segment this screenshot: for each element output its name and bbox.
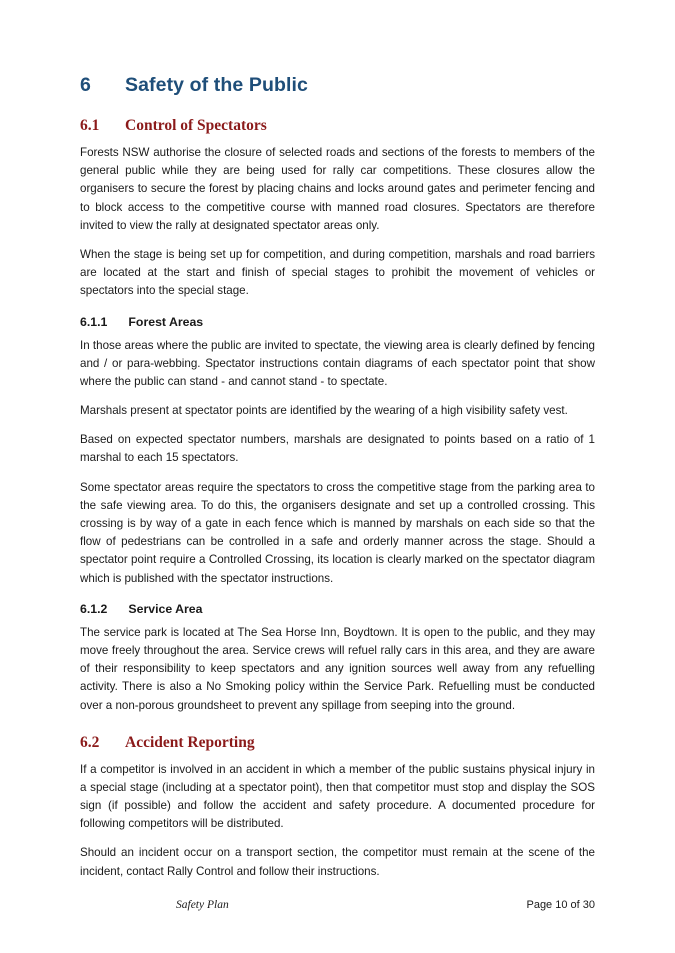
paragraph: Marshals present at spectator points are identified by the wearing of a high visibility safety vest. [80,404,568,418]
section-title: Safety of the Public [125,74,308,96]
paragraph: The service park is located at The Sea Horse Inn, Boydtown. It is open to the public, and they may move freely throughout the area. Service crews will refuel rally cars in this area, and they are aware of their responsibility to keep spectators and any ignition sources well away from any refuelling activity. There is also a No Smoking policy within the Service Park. Refuelling must be conducted over a non-porous groundsheet to prevent any spillage from seeping into the ground. [80,625,595,712]
subsubsection-number: 6.1.1 [80,314,108,329]
subsubsection-heading-6-1-1 [80,315,595,329]
footer-page-number: Page 10 of 30 [526,899,595,911]
subsection-title: Control of Spectators [125,117,267,134]
subsection-number: 6.2 [80,733,100,751]
subsubsection-title: Service Area [128,601,203,616]
subsection-heading-6-1 [80,117,595,135]
subsection-title: Accident Reporting [125,733,255,751]
subsection-number: 6.1 [80,117,100,134]
paragraph: Forests NSW authorise the closure of selected roads and sections of the forests to members of the general public while they are being used for rally car competitions. These closures allow the organisers to secure the forest by placing chains and locks around gates and perimeter fencing and to block access to the competitive course with manned road closures. Spectators are therefore invited to view the rally at designated spectator areas only. [80,146,595,232]
footer-document-name: Safety Plan [176,899,229,911]
paragraph: Should an incident occur on a transport section, the competitor must remain at the scene of the incident, contact Rally Control and follow their instructions. [80,846,595,878]
page-footer [80,899,595,911]
subsection-heading-6-2 [80,734,595,752]
paragraph: Some spectator areas require the spectators to cross the competitive stage from the parking area to the safe viewing area. To do this, the organisers designate and set up a controlled crossing. This crossing is by way of a gate in each fence which is manned by marshals on each side so that the flow of pedestrians can be controlled in a safe and orderly manner across the stage. Should a spectator point require a Controlled Crossing, its location is clearly marked on the spectator diagram which is published with the spectator instructions. [80,480,595,585]
paragraph: In those areas where the public are invited to spectate, the viewing area is clearly defined by fencing and / or para-webbing. Spectator instructions contain diagrams of each spectator point that show where the public can stand - and cannot stand - to spectate. [80,338,595,388]
section-number: 6 [80,74,91,96]
paragraph: If a competitor is involved in an accident in which a member of the public sustains physical injury in a special stage (including at a spectator point), then that competitor must stop and display the SOS sign (if possible) and follow the accident and safety procedure. A documented procedure for following competitors will be distributed. [80,762,595,831]
page-title [80,74,595,97]
paragraph: When the stage is being set up for competition, and during competition, marshals and road barriers are located at the start and finish of special stages to prohibit the movement of vehicles or spectators into the special stage. [80,247,595,298]
paragraph: Based on expected spectator numbers, marshals are designated to points based on a ratio of 1 marshal to each 15 spectators. [80,433,595,465]
subsubsection-number: 6.1.2 [80,601,108,616]
subsubsection-title: Forest Areas [128,314,204,329]
subsubsection-heading-6-1-2 [80,602,595,616]
